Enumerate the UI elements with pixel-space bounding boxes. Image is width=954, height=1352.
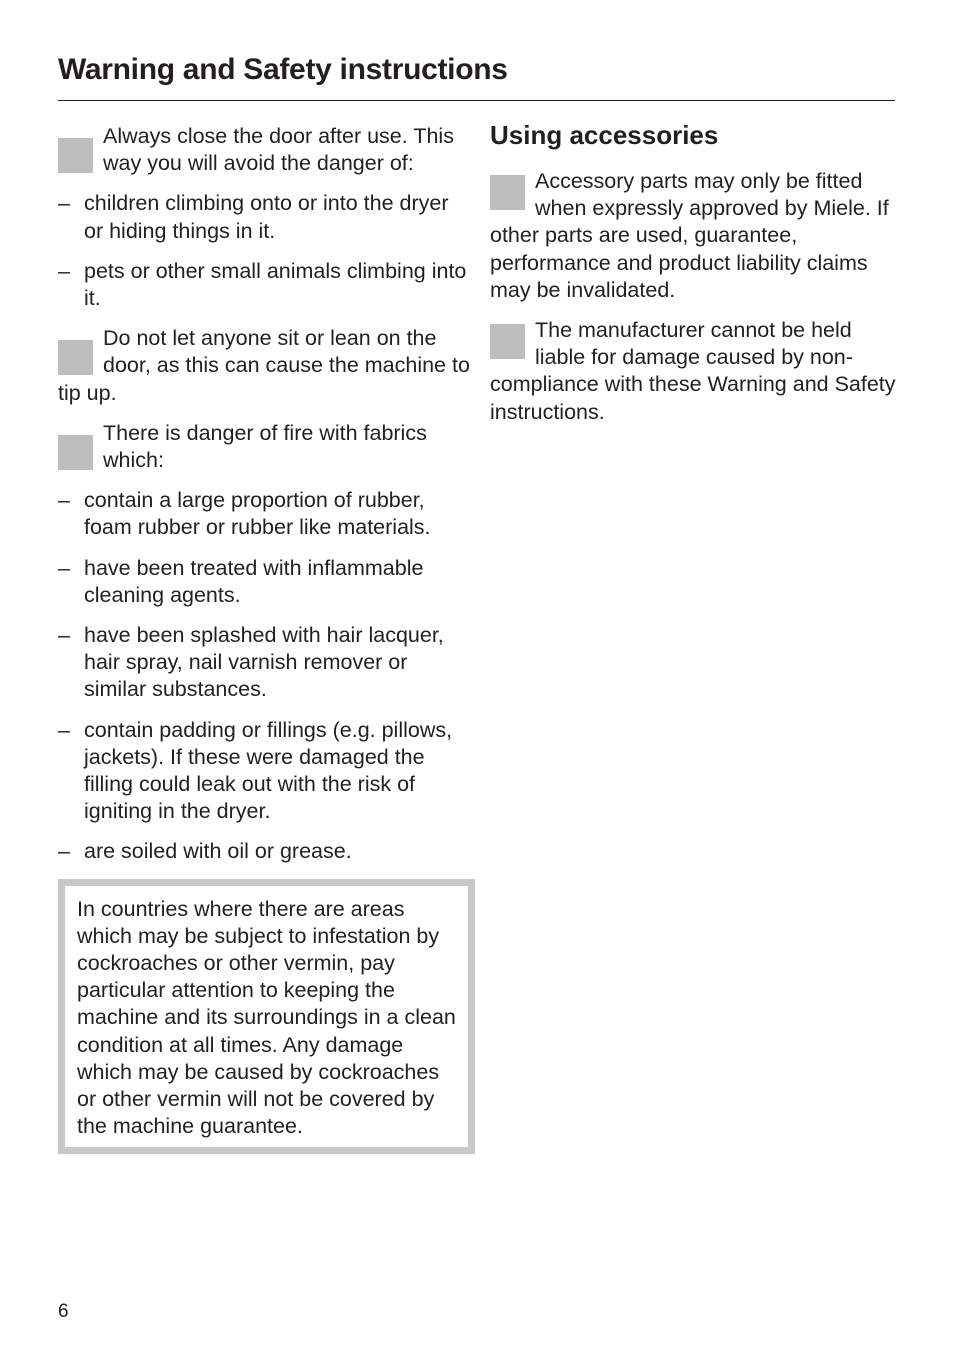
accessory-warning (490, 168, 900, 304)
dash-bullet-icon: – (58, 717, 70, 742)
warning-marker-icon (58, 435, 93, 470)
list-item (58, 190, 470, 244)
lean-warning-text: Do not let anyone sit or lean on the door, as this can cause the machine to tip up. (58, 326, 470, 405)
warning-marker-icon (490, 175, 525, 210)
list-item (58, 258, 470, 312)
list-item (58, 487, 470, 541)
right-column (490, 116, 900, 439)
dash-bullet-icon: – (58, 258, 70, 283)
warning-marker-icon (58, 340, 93, 375)
warning-marker-icon (58, 138, 93, 173)
page-number: 6 (58, 1301, 69, 1322)
liability-warning-text: The manufacturer cannot be held liable for damage caused by non-compliance with these Warning and Safety instructions. (490, 318, 896, 424)
door-warning-text: Always close the door after use. This way you will avoid the danger of: (103, 124, 454, 176)
dash-bullet-icon: – (58, 623, 70, 648)
list-item (58, 622, 470, 704)
warning-marker-icon (490, 324, 525, 359)
page-title: Warning and Safety instructions (58, 53, 508, 86)
list-item-text: contain padding or fillings (e.g. pillows, jackets). If these were damaged the filling could leak out with the risk of igniting in the dryer. (84, 717, 453, 824)
fire-warning (58, 420, 470, 474)
list-item (58, 838, 470, 865)
list-item-text: have been treated with inflammable cleaning agents. (84, 555, 424, 607)
vermin-notice-text: In countries where there are areas which may be subject to infestation by cockroaches or other vermin, pay particular attention to keeping the machine and its surroundings in a clean condition at all times. Any damage which may be caused by cockroaches or other vermin will not be covered by the machine guarantee. (77, 896, 456, 1139)
section-heading: Using accessories (490, 120, 719, 150)
fire-warning-text: There is danger of fire with fabrics which: (103, 420, 427, 473)
list-item-text: pets or other small animals climbing into it. (84, 258, 467, 311)
dash-bullet-icon: – (58, 555, 70, 580)
list-item-text: children climbing onto or into the dryer or hiding things in it. (84, 191, 449, 243)
list-item (58, 717, 470, 826)
list-item (58, 555, 470, 609)
list-item-text: contain a large proportion of rubber, foam rubber or rubber like materials. (84, 488, 431, 540)
dash-bullet-icon: – (58, 191, 70, 216)
left-column (58, 121, 470, 1154)
liability-warning (490, 317, 900, 426)
title-divider (58, 100, 895, 101)
list-item-text: have been splashed with hair lacquer, hair spray, nail varnish remover or similar substances. (84, 623, 444, 702)
lean-warning (58, 325, 470, 407)
accessory-warning-text: Accessory parts may only be fitted when expressly approved by Miele. If other parts are used, guarantee, performance and product liability claims may be invalidated. (490, 169, 889, 302)
dash-bullet-icon: – (58, 839, 70, 864)
dash-bullet-icon: – (58, 488, 70, 513)
door-warning (58, 123, 470, 177)
list-item-text: are soiled with oil or grease. (84, 839, 352, 864)
vermin-notice-box (58, 879, 475, 1154)
